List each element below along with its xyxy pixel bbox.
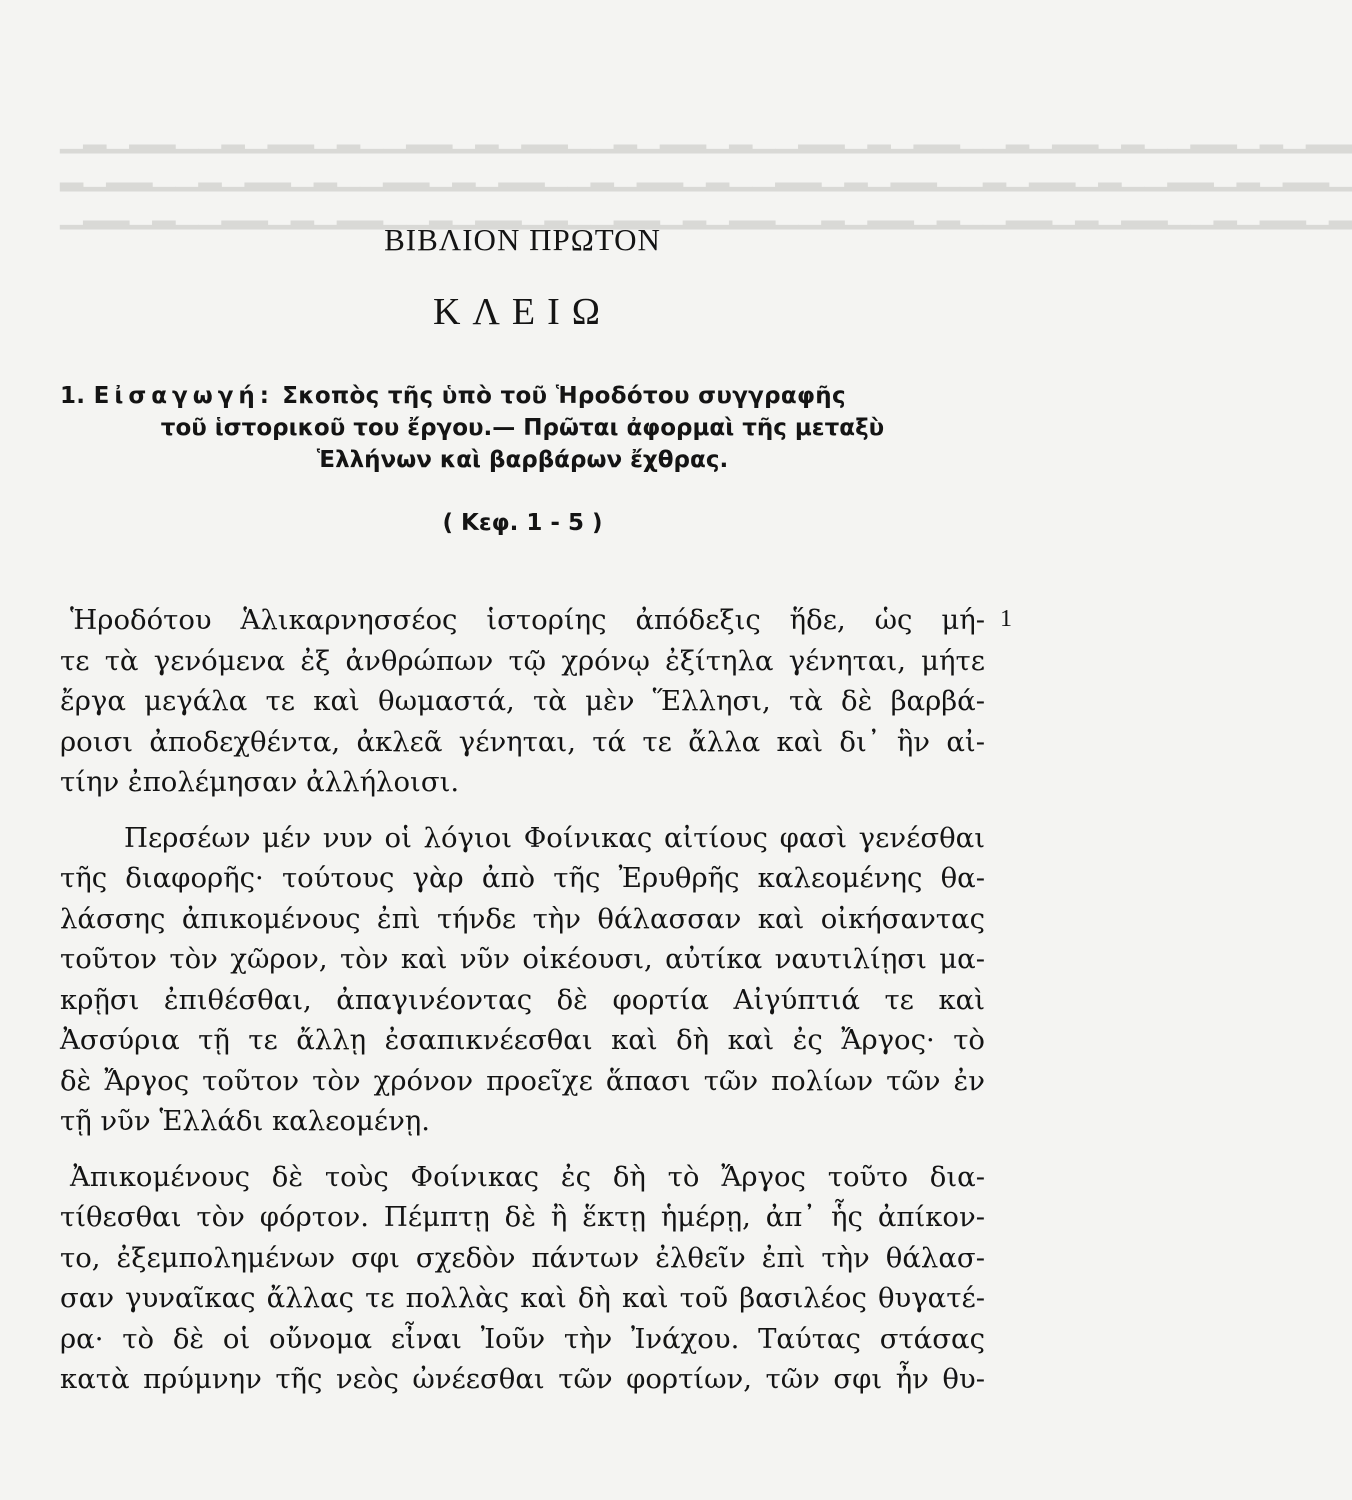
text-line: δὲ Ἄργος τοῦτον τὸν χρόνον προεῖχε ἅπασι τῶν πολίων τῶν ἐν bbox=[60, 1064, 985, 1097]
chapter-heading bbox=[60, 380, 985, 476]
paragraph-3 bbox=[60, 1157, 985, 1400]
text-line: Ἀσσύρια τῇ τε ἄλλῃ ἐσαπικνέεσθαι καὶ δὴ καὶ ἐς Ἄργος· τὸ bbox=[60, 1024, 985, 1056]
chapter-range: ( Κεφ. 1 - 5 ) bbox=[442, 510, 603, 536]
text-line: τίθεσθαι τὸν φόρτον. Πέμπτῃ δὲ ἢ ἕκτῃ ἡμέρῃ, ἀπ᾽ ἧς ἀπίκον- bbox=[60, 1201, 985, 1233]
paragraph-2 bbox=[60, 818, 985, 1142]
text-line: κρῇσι ἐπιθέσθαι, ἀπαγινέοντας δὲ φορτία Αἰγύπτιά τε καὶ bbox=[60, 983, 985, 1016]
chapter-number: 1. bbox=[60, 383, 86, 409]
show-through-texture: ▁▂▁▂▂▁▁▂▁▂▂▁▂▁▁▂▂▁▂▁▂▂▁▁▂▁▂▂▁▂▁▁▂▂▁▂▁▂▂▁▁▂▁▂▂▁▂▁▁▂▂▁▂▁▂▂ ▂▁▂▂▁▁▂▁▂▂▁▂▁▁▂▂▁▂▁▂▂▁▁▂▁▂▂▁▂▁▁▂▂▁▂▁▂▂▁▁▂▁▂▂▁▂▁▁▂▂▁▂▁▂▂▁ ▁▂▂▁▂▁▁▂▂▁▂▁▂▂▁▁▂▁▂▂▁▂▁▁▂▂▁▂▁▂▂▁▁▂▁▂▂▁▂▁▁▂▂▁▂▁▂▂▁▁▂▁▂▂▁▂ bbox=[60, 119, 1352, 230]
text-line: τε τὰ γενόμενα ἐξ ἀνθρώπων τῷ χρόνῳ ἐξίτηλα γένηται, μήτε bbox=[60, 644, 985, 677]
text-line: τῇ νῦν Ἑλλάδι καλεομένῃ. bbox=[60, 1105, 431, 1137]
chapter-heading-line-3: Ἑλλήνων καὶ βαρβάρων ἔχθρας. bbox=[316, 447, 729, 473]
text-line: λάσσης ἀπικομένους ἐπὶ τήνδε τὴν θάλασσαν καὶ οἰκήσαντας bbox=[60, 902, 985, 935]
text-line: Ἀπικομένους δὲ τοὺς Φοίνικας ἐς δὴ τὸ Ἄργος τοῦτο δια- bbox=[70, 1160, 985, 1193]
text-line: ροισι ἀποδεχθέντα, ἀκλεᾶ γένηται, τά τε ἄλλα καὶ δι᾽ ἣν αἰ- bbox=[60, 725, 985, 758]
chapter-heading-line-2: τοῦ ἱστορικοῦ του ἔργου.— Πρῶται ἀφορμαὶ τῆς μεταξὺ bbox=[160, 415, 885, 441]
text-line: τῆς διαφορῆς· τούτους γὰρ ἀπὸ τῆς Ἐρυθρῆς καλεομένης θα- bbox=[60, 862, 985, 894]
text-line: ρα· τὸ δὲ οἱ οὔνομα εἶναι Ἰοῦν τὴν Ἰνάχου. Ταύτας στάσας bbox=[60, 1322, 985, 1355]
text-line: Περσέων μέν νυν οἱ λόγιοι Φοίνικας αἰτίους φασὶ γενέσθαι bbox=[124, 821, 985, 854]
chapter-label: Εἰσαγωγή: bbox=[93, 383, 274, 409]
margin-section-number: 1 bbox=[1000, 606, 1012, 632]
book-title: ΒΙΒΛΙΟΝ ΠΡΩΤΟΝ bbox=[384, 222, 661, 257]
chapter-heading-line-1-rest: Σκοπὸς τῆς ὑπὸ τοῦ Ἡροδότου συγγραφῆς bbox=[282, 383, 846, 409]
book-name: ΚΛΕΙΩ bbox=[432, 291, 613, 333]
text-line: το, ἐξεμπολημένων σφι σχεδὸν πάντων ἐλθεῖν ἐπὶ τὴν θάλασ- bbox=[60, 1241, 985, 1274]
chapter-heading-line-1 bbox=[60, 380, 985, 412]
text-line: τοῦτον τὸν χῶρον, τὸν καὶ νῦν οἰκέουσι, αὐτίκα ναυτιλίῃσι μα- bbox=[60, 943, 985, 975]
text-line: ἔργα μεγάλα τε καὶ θωμαστά, τὰ μὲν Ἕλλησι, τὰ δὲ βαρβά- bbox=[60, 685, 985, 717]
text-line: σαν γυναῖκας ἄλλας τε πολλὰς καὶ δὴ καὶ τοῦ βασιλέος θυγατέ- bbox=[60, 1282, 985, 1314]
text-line: τίην ἐπολέμησαν ἀλλήλοισι. bbox=[60, 766, 460, 798]
body-text bbox=[60, 600, 985, 1415]
text-line: Ἡροδότου Ἁλικαρνησσέος ἱστορίης ἀπόδεξις ἥδε, ὡς μή- bbox=[70, 604, 985, 636]
paragraph-1 bbox=[60, 600, 985, 803]
text-line: κατὰ πρύμνην τῆς νεὸς ὠνέεσθαι τῶν φορτίων, τῶν σφι ἦν θυ- bbox=[60, 1363, 985, 1395]
